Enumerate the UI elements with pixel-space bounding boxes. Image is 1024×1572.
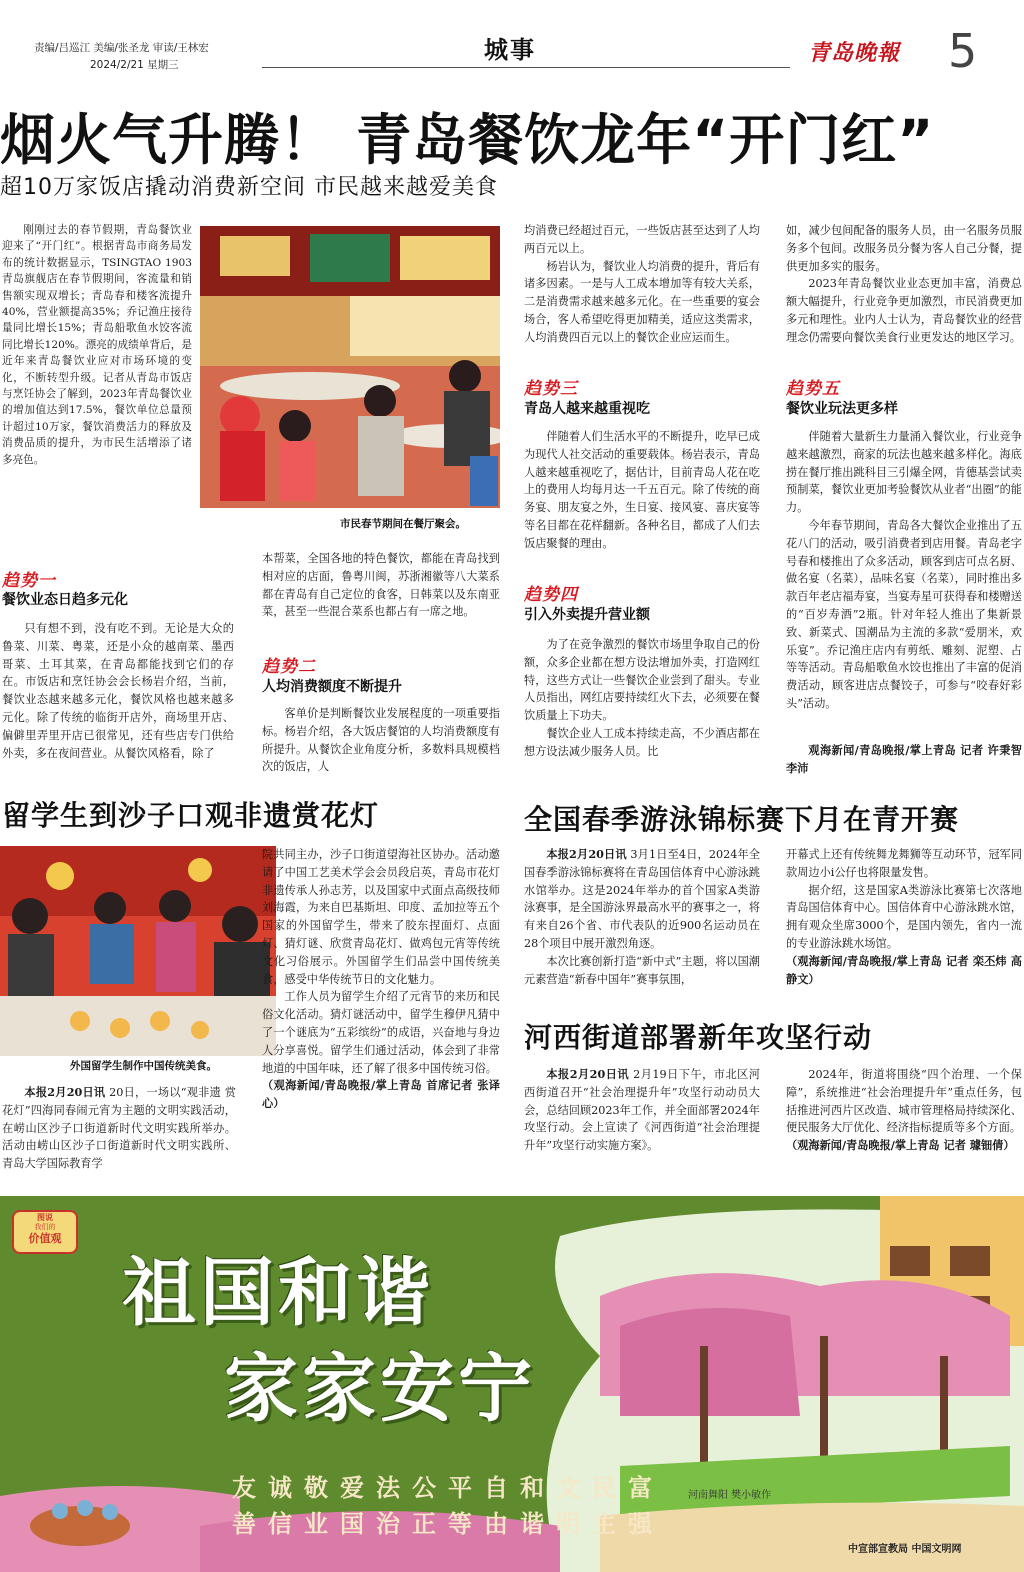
lead-subhead: 超10万家饭店撬动消费新空间 市民越来越爱美食 [0,175,498,200]
story2-title: 留学生到沙子口观非遗赏花灯 [2,799,380,832]
story4-body-col2 [786,1066,1022,1176]
story2-dateline: 本报2月20日讯 [24,1085,106,1099]
trend3-paragraph: 伴随着人们生活水平的不断提升，吃早已成为现代人社交活动的重要载体。杨岩表示，青岛人越来越重视吃了，据估计，目前青岛人花在吃上的费用人均每月达一千五百元。除了传统的商务宴、朋友宴之外，生日宴、接风宴、喜庆宴等等名目都在花样翻新。各种名目，都成了人们去饭店聚餐的理由。 [524,430,760,550]
lead-col3-paragraph: 杨岩认为，餐饮业人均消费的提升，背后有诸多因素。一是与人工成本增加等有较大关系，二是消费需求越来越多元化。在一些重要的宴会场合，客人希望吃得更加精美，适应这类需求，人均消费四百元以上的餐饮企业应运而生。 [524,259,760,344]
trend4-paragraph: 为了在竞争激烈的餐饮市场里争取自己的份额，众多企业都在想方设法增加外卖，打造网红特，这些方式让一些餐饮企业尝到了甜头。专业人员指出，网红店要持续红火下去，必须要在餐饮质量上下功夫。 [524,638,760,723]
artwork-credit: 河南舞阳 樊小敏作 [688,1490,772,1501]
story2-photo [0,846,276,1056]
core-values-row2: 善信业国治正等由谐明主强 [232,1509,664,1538]
trend2-paragraph: 客单价是判断餐饮业发展程度的一项重要指标。杨岩介绍，各大饭店餐馆的人均消费额度有所提升。从餐饮企业角度分析，多数料具规模档次的饭店，人 [262,707,500,774]
lead-col2-body [262,550,500,642]
publisher-credit: 中宣部宣教局 中国文明网 [848,1544,962,1555]
badge-bottom-text: 价值观 [28,1232,62,1245]
trend1-tag: 趋势一 [2,571,56,591]
values-banner [0,1196,1024,1572]
lead-byline [786,742,1022,778]
page-number: 5 [948,24,978,78]
story3-paragraph-2: 本次比赛创新打造“新中式”主题，将以国潮元素营造“新春中国年”赛事氛围， [524,954,760,986]
lead-col4-top: 如，减少包间配备的服务人员，由一名服务员服务多个包间。改服务员分餐为客人自己分餐，提供更加多实的服务。 [786,224,1022,273]
lead-photo [200,226,500,508]
trend2-body [262,705,500,779]
header-rule [262,67,790,68]
trend5-title: 餐饮业玩法更多样 [786,401,898,417]
story2-col2-paragraph-2: 工作人员为留学生介绍了元宵节的来历和民俗文化活动。猜灯谜活动中，留学生穆伊凡猜中了一个谜底为“五彩缤纷”的成语，兴奋地与身边人分享喜悦。留学生们通过活动，体会到了非常地道的中国年味，还了解了很多中国传统习俗。 [262,990,500,1075]
story3-body-col1 [524,846,760,998]
story2-body-col1 [2,1084,236,1176]
trend3-body [524,428,760,572]
lead-col2-paragraph: 本帮菜，全国各地的特色餐饮，都能在青岛找到相对应的店面，鲁粤川闽，苏浙湘徽等八大菜系都在青岛有自己定位的食客，日韩菜以及东南亚菜，甚至一些混合菜系也都占有一席之地。 [262,552,500,619]
lead-intro [2,222,192,552]
lead-byline-text: 观海新闻/青岛晚报/掌上青岛 记者 许秉智 李沛 [786,743,1022,775]
core-values-row1: 友诚敬爱法公平自和文民富 [232,1473,664,1502]
story2-body-col2 [262,846,500,1176]
trend1-title: 餐饮业态日趋多元化 [2,592,128,608]
lead-photo-caption: 市民春节期间在餐厅聚会。 [340,518,466,530]
trend4-paragraph-2: 餐饮企业人工成本持续走高，不少酒店都在想方设法减少服务人员。比 [524,726,760,758]
page-header-meta [34,40,264,74]
trend4-title: 引入外卖提升营业额 [524,607,650,623]
story4-lead-text: 2月19日下午，市北区河西街道召开“社会治理提升年”攻坚行动动员大会，总结回顾2023年工作，并全面部署2024年攻坚行动。会上宣读了《河西街道“社会治理提升年”攻坚行动实施方案》。 [524,1068,760,1153]
story4-dateline: 本报2月20日讯 [546,1067,630,1081]
story4-col2-paragraph: 2024年，街道将围绕“四个治理、一个保障”，系统推进“社会治理提升年”重点任务，包括推进河西片区改造、城市管理格局持续深化、便民服务大厅优化、经济指标提质等多个方面。 [786,1068,1022,1135]
story3-body-col2 [786,846,1022,998]
story2-photo-caption: 外国留学生制作中国传统美食。 [70,1060,217,1072]
trend1-paragraph: 只有想不到，没有吃不到。无论是大众的鲁菜、川菜、粤菜，还是小众的越南菜、墨西哥菜、土耳其菜，在青岛都能找到它们的存在。市饭店和烹饪协会会长杨岩介绍，当前，餐饮业态越来越多元化，餐饮风格也越来越多元化。除了传统的临街开店外，商场里开店、偏僻里弄里开店已很常见，还有些店专门供给外卖，多在夜间营业。从餐饮风格看，除了 [2,622,234,760]
badge-top-text: 图说 [37,1213,53,1222]
story4-byline: （观海新闻/青岛晚报/掌上青岛 记者 璩钿倩） [786,1138,1015,1153]
trend4-body [524,636,760,778]
trend5-paragraph-2: 今年春节期间，青岛各大餐饮企业推出了五花八门的活动，吸引消费者到店用餐。青岛老字号春和楼推出了众多活动，顾客到店可点名厨、做名宴（名菜），品味名宴（名菜），同时推出多款百年老店福寿宴，当宴寿星可获得春和楼赠送的“百岁寿酒”2瓶。针对年轻人推出了集新景致、新菜式、国潮品为主流的多款“爱朋米，欢乐宴”。乔记渔庄店内有剪纸、雕刻、泥塑、占等等活动。青岛船歌鱼水饺也推出了丰富的促消费活动，顾客进店点餐饺子，可参与“咬春好彩头”活动。 [786,518,1022,710]
story3-col2-paragraph-2: 据介绍，这是国家A类游泳比赛第七次落地青岛国信体育中心。国信体育中心游泳跳水馆，拥有观众坐席3000个，是国内领先，省内一流的专业游泳跳水场馆。 [786,883,1022,950]
trend5-paragraph: 伴随着大量新生力量涌入餐饮业，行业竞争越来越激烈，商家的玩法也越来越多样化。海底捞在餐厅推出跳科目三引爆全网，肯德基尝试卖预制菜，餐饮业更加考验餐饮从业者“出圈”的能力。 [786,430,1022,515]
restaurant-photo-image [200,226,500,508]
values-badge [12,1210,78,1254]
trend5-tag: 趋势五 [786,379,840,399]
trend1-body [2,620,234,780]
story4-body-col1 [524,1066,760,1176]
story2-lead-text: 20日，一场以“观非遗 赏花灯”四海同春闹元宵为主题的文明实践活动，在崂山区沙子口街道新时代文明实践所举办。活动由崂山区沙子口街道新时代文明实践所、青岛大学国际教育学 [2,1086,236,1171]
students-photo-image [0,846,276,1056]
trend2-title: 人均消费额度不断提升 [262,679,402,695]
lead-col4-paragraph: 2023年青岛餐饮业业态更加丰富，消费总额大幅提升，行业竞争更加激烈，市民消费更加多元和理性。业内人士认为，青岛餐饮业的经营理念仍需要向餐饮美食行业更发达的地区学习。 [786,277,1022,344]
banner-slogan-line1: 祖国和谐 [122,1250,434,1336]
banner-slogan-line2: 家家安宁 [224,1346,536,1432]
lead-col4-body [786,222,1022,362]
badge-mid-text: 我们的 [34,1223,56,1231]
lead-col3-top: 均消费已经超过百元，一些饭店甚至达到了人均两百元以上。 [524,224,760,255]
trend4-tag: 趋势四 [524,585,578,605]
story2-col2-paragraph: 院共同主办，沙子口街道望海社区协办。活动邀请了中国工艺美术学会会员段启英，青岛市花灯非遗传承人孙志芳，以及国家中式面点高级技师刘海霞，为来自巴基斯坦、印度、孟加拉等五个国家的外国留学生，带来了胶东捏面灯、点面灯、猜灯谜、欣赏青岛花灯、做鸡包元宵等传统文化习俗展示。外国留学生们品尝中国传统美食，感受中华传统节日的文化魅力。 [262,848,500,986]
trend3-title: 青岛人越来越重视吃 [524,401,650,417]
trend5-body [786,428,1022,742]
section-name: 城事 [484,36,536,64]
editor-credits: 责编/吕巡江 美编/张圣龙 审读/王林宏 [34,42,209,54]
lead-headline: 烟火气升腾！ 青岛餐饮龙年“开门红” [0,108,935,172]
lead-intro-paragraph: 刚刚过去的春节假期，青岛餐饮业迎来了“开门红”。根据青岛市商务局发布的统计数据显示，TSINGTAO 1903青岛旗舰店在春节假期间，客流量和销售额实现双增长；青岛春和楼客流提升40%，营业额提高35%；乔记渔庄接待量同比增长15%；青岛船歌鱼水饺客流同比增长120%。漂亮的成绩单背后，是近年来青岛餐饮业应对市场环境的变化，不断转型升级。记者从青岛市饭店与烹饪协会了解到，2023年青岛餐饮业的增加值达到17.5%，餐饮单位总量预计超过10万家，餐饮消费活力的释放及消费品质的提升，为市民生活增添了诸多亮色。 [2,224,192,466]
story4-title: 河西街道部署新年攻坚行动 [524,1021,873,1054]
newspaper-logo: 青岛晚報 [808,40,901,66]
story3-byline: （观海新闻/青岛晚报/掌上青岛 记者 栾丕炜 高静文） [786,953,1022,986]
lead-col3-body [524,222,760,362]
story3-col2-paragraph: 开幕式上还有传统舞龙舞狮等互动环节，冠军同款周边小i公仔也将限量发售。 [786,848,1022,879]
story3-title: 全国春季游泳锦标赛下月在青开赛 [524,803,960,836]
story3-lead-text: 3月1日至4日，2024年全国春季游泳锦标赛将在青岛国信体育中心游泳跳水馆举办。这是2024年举办的首个国家A类游泳赛事，是全国游泳界最高水平的赛事之一，将有来自26个省、市代表队的近900名运动员在28个项目中展开激烈角逐。 [524,848,760,950]
issue-date: 2024/2/21 星期三 [90,59,179,71]
story3-dateline: 本报2月20日讯 [546,847,627,861]
story2-byline: （观海新闻/青岛晚报/掌上青岛 首席记者 张译心） [262,1078,500,1111]
trend2-tag: 趋势二 [262,657,316,677]
trend3-tag: 趋势三 [524,379,578,399]
